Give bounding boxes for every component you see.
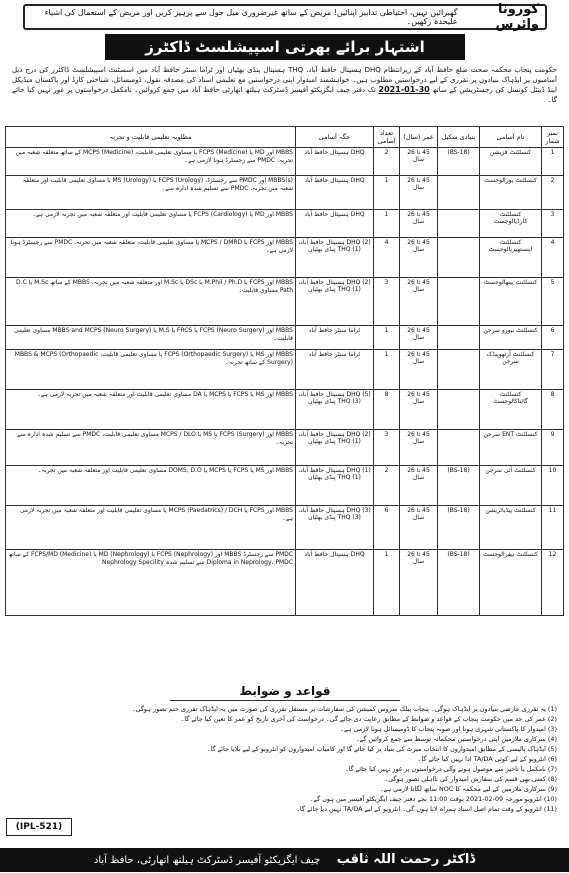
place-cell: DHQ ہسپتال حافظ آباد: [296, 210, 374, 238]
scale-cell: [438, 238, 480, 278]
post-cell: کنسلٹنٹ یورالوجسٹ: [480, 176, 542, 210]
table-row: [6, 350, 564, 390]
place-cell: DHQ (2) ہسپتال حافظ آباد، THQ (1) پنڈی بھٹیاں: [296, 278, 374, 326]
post-cell: کنسلٹنٹ ENT سرجن: [480, 430, 542, 466]
place-cell: DHQ ہسپتال حافظ آباد: [296, 148, 374, 176]
qualification-cell: MBBS اور MS یا FCPS یا MCPS یا DOMS, D.O مساوی تعلیمی قابلیت اور متعلقہ شعبہ میں تجربہ۔: [6, 466, 296, 506]
count-cell: 3: [374, 430, 400, 466]
count-cell: 1: [374, 350, 400, 390]
rule-item: (3) امیدوار کا پاکستانی شہری ہونا اور صوبہ پنجاب کا ڈومیسائل ہونا لازمی ہے۔: [340, 725, 557, 733]
intro-text: حکومت پنجاب محکمہ صحت ضلع حافظ آباد کے زیرانتظام DHQ ہسپتال حافظ آباد، THQ ہسپتال پنڈی بھٹیاں اور ٹراما سنٹر حافظ آباد میں اسسٹنٹ اسپیشلسٹ ڈاکٹرز کی درج ذیل آسامیوں پر ایڈہاک بنیادوں پر تقرری کے لیے درخواستیں مطلوب ہیں۔ خواہشمند امیدوار اپنی درخواستیں مع تعلیمی اسناد کی مصدقہ نقول، ڈومیسائل، شناختی کارڈ اور پاکستان میڈیکل اینڈ ڈینٹل کونسل کی رجسٹریشن کے ساتھ: [12, 66, 557, 94]
count-cell: 1: [374, 550, 400, 616]
header-qualification: مطلوبہ تعلیمی قابلیت و تجربہ: [6, 127, 296, 148]
scale-cell: [438, 176, 480, 210]
post-cell: کنسلٹنٹ پیتھالوجسٹ: [480, 278, 542, 326]
age-cell: 45 تا 26 سال: [400, 148, 438, 176]
rule-item: (2) عمر کی حد میں حکومت پنجاب کے قواعد و ضوابط کے مطابق رعایت دی جائے گی۔ درخواست کی آخری تاریخ کو عمر کا تعین کیا جائے گا۔: [180, 715, 557, 723]
place-cell: DHQ (2) ہسپتال حافظ آباد، THQ (1) پنڈی بھٹیاں: [296, 430, 374, 466]
age-cell: 45 تا 26 سال: [400, 550, 438, 616]
scale-cell: (BS-18): [438, 550, 480, 616]
post-cell: کنسلٹنٹ نیورو سرجن: [480, 326, 542, 350]
table-row: [6, 390, 564, 430]
intro-text-end: تک دفتر چیف ایگزیکٹو آفیسر ڈسٹرکٹ ہیلتھ اتھارٹی حافظ آباد میں جمع کروائیں۔ نامکمل درخواستوں پر غور نہیں کیا جائے گا۔: [12, 86, 557, 104]
post-cell: کنسلٹنٹ گائناکالوجسٹ: [480, 390, 542, 430]
rule-item: (9) سرکاری ملازمین کے لیے محکمہ کا NOC ساتھ لگانا لازمی ہے۔: [379, 785, 557, 793]
table-row: [6, 430, 564, 466]
post-cell: کنسلٹنٹ کارڈیالوجسٹ: [480, 210, 542, 238]
deadline-date: 30-01-2021: [378, 85, 430, 94]
qualification-cell: MBBS اور FCPS یا MCPS / DMRD یا مساوی تعلیمی قابلیت، متعلقہ شعبہ میں تجربہ، PMDC سے رجسٹرڈ ہونا لازمی ہے۔: [6, 238, 296, 278]
table-row: [6, 176, 564, 210]
serial-cell: 10: [542, 466, 564, 506]
rule-item: (8) کسی بھی قسم کی سفارش امیدوار کی نااہلی تصور ہوگی۔: [384, 775, 557, 783]
rule-item: (7) نامکمل یا تاخیر سے موصول ہونے والی درخواستوں پر غور نہیں کیا جائے گا۔: [344, 765, 557, 773]
banner-message: گھبرائیں نہیں، احتیاطی تدابیر اپنائیں! مریض کے ساتھ غیرضروری میل جول سے پرہیز کریں اور مریض کے استعمال کی اشیاء علیحدہ رکھیں۔: [44, 8, 458, 26]
age-cell: 45 تا 26 سال: [400, 390, 438, 430]
table-row: [6, 550, 564, 616]
table-row: [6, 148, 564, 176]
rule-item: (1) یہ تقرری عارضی بنیادوں پر ایڈہاک ہوگی۔ پنجاب پبلک سروس کمیشن کی سفارشات پر مستقل تقرری کی صورت میں یہ ایڈہاک تقرری ختم تصور ہوگی۔: [131, 705, 557, 713]
table-row: [6, 466, 564, 506]
banner-title: کورونا وائرس: [495, 2, 539, 32]
table-row: [6, 238, 564, 278]
age-cell: 45 تا 26 سال: [400, 506, 438, 550]
qualification-cell: MBBS اور FCPS (Surgery) یا MS یا MCPS / DLO مساوی تعلیمی قابلیت، PMDC سے تسلیم شدہ ادارہ سے تجربہ۔: [6, 430, 296, 466]
table-row: [6, 506, 564, 550]
header-scale: بنیادی سکیل: [438, 127, 480, 148]
post-cell: کنسلٹنٹ فزیشن: [480, 148, 542, 176]
count-cell: 1: [374, 210, 400, 238]
rule-item: (11) انٹرویو کے وقت تمام اصل اسناد ہمراہ لانا ہوں گی۔ انٹرویو کے لیے TA/DA نہیں دیا جائے گا۔: [296, 805, 557, 813]
post-cell: کنسلٹنٹ پیڈیاٹریشن: [480, 506, 542, 550]
serial-cell: 12: [542, 550, 564, 616]
count-cell: 3: [374, 278, 400, 326]
table-row: [6, 278, 564, 326]
count-cell: 4: [374, 238, 400, 278]
serial-cell: 3: [542, 210, 564, 238]
scale-cell: [438, 390, 480, 430]
serial-cell: 8: [542, 390, 564, 430]
age-cell: 45 تا 26 سال: [400, 430, 438, 466]
serial-cell: 7: [542, 350, 564, 390]
footer-signature: [0, 848, 569, 872]
scale-cell: [438, 350, 480, 390]
qualification-cell: MBBS اور FCPS (Neuro Surgery) یا FRCS یا M.S یا MBBS and MCPS (Neuro Surgery) مساوی تعلیمی قابلیت۔: [6, 326, 296, 350]
table-row: [6, 210, 564, 238]
qualification-cell: MBBS اور MD یا FCPS (Cardiology) یا مساوی تعلیمی قابلیت اور متعلقہ شعبہ میں تجربہ لازمی ہے۔: [6, 210, 296, 238]
officer-designation: چیف ایگزیکٹو آفیسر ڈسٹرکٹ ہیلتھ اتھارٹی، حافظ آباد: [93, 855, 321, 866]
header-post: نام آسامی: [480, 127, 542, 148]
post-cell: کنسلٹنٹ نیفرالوجسٹ: [480, 550, 542, 616]
post-cell: کنسلٹنٹ آرتھوپیڈک سرجن: [480, 350, 542, 390]
age-cell: 45 تا 26 سال: [400, 350, 438, 390]
intro-paragraph: [12, 66, 557, 105]
header-place: جگہ آسامی: [296, 127, 374, 148]
place-cell: ٹراما سنٹر حافظ آباد: [296, 326, 374, 350]
count-cell: 2: [374, 466, 400, 506]
count-cell: 1: [374, 176, 400, 210]
rules-list: [12, 704, 557, 814]
qualification-cell: MBBS اور FCPS یا MCPS (Paedatrics) / DCH یا مساوی تعلیمی قابلیت اور متعلقہ شعبہ میں تجربہ لازمی ہے۔: [6, 506, 296, 550]
count-cell: 8: [374, 390, 400, 430]
place-cell: DHQ (1) ہسپتال حافظ آباد، THQ (1) پنڈی بھٹیاں: [296, 466, 374, 506]
posts-table: [5, 126, 564, 616]
post-cell: کنسلٹنٹ آئی سرجن: [480, 466, 542, 506]
place-cell: DHQ (5) ہسپتال حافظ آباد، THQ (3) پنڈی بھٹیاں: [296, 390, 374, 430]
place-cell: DHQ ہسپتال حافظ آباد: [296, 176, 374, 210]
header-serial: نمبر شمار: [542, 127, 564, 148]
serial-cell: 1: [542, 148, 564, 176]
age-cell: 45 تا 26 سال: [400, 238, 438, 278]
place-cell: DHQ (2) ہسپتال حافظ آباد، THQ (1) پنڈی بھٹیاں: [296, 238, 374, 278]
serial-cell: 9: [542, 430, 564, 466]
qualification-cell: MBBS اور MS یا FCPS یا MCPS یا DA مساوی تعلیمی قابلیت اور متعلقہ شعبہ میں تجربہ لازمی ہے۔: [6, 390, 296, 430]
rule-item: (4) سرکاری ملازمین اپنی درخواستیں محکمانہ توسط سے جمع کروائیں گے۔: [355, 735, 557, 743]
count-cell: 1: [374, 326, 400, 350]
qualification-cell: PMDC سے رجسٹرڈ MBBS اور FCPS (Nephrology) یا MD (Nephrology) یا FCPS/MD (Medicine) کے ساتھ Diploma in Neprology، PMDC سے تسلیم شدہ Nephrology Specility: [6, 550, 296, 616]
age-cell: 45 تا 26 سال: [400, 466, 438, 506]
page-heading: اشتہار برائے بھرتی اسپیشلسٹ ڈاکٹرز: [105, 34, 465, 60]
age-cell: 45 تا 26 سال: [400, 278, 438, 326]
ipl-number: (IPL-521): [6, 818, 72, 836]
scale-cell: (BS-18): [438, 466, 480, 506]
place-cell: DHQ ہسپتال حافظ آباد: [296, 550, 374, 616]
table-header-row: [6, 127, 564, 148]
count-cell: 6: [374, 506, 400, 550]
age-cell: 45 تا 26 سال: [400, 176, 438, 210]
scale-cell: (BS-18): [438, 148, 480, 176]
serial-cell: 6: [542, 326, 564, 350]
serial-cell: 11: [542, 506, 564, 550]
rule-item: (5) ایڈہاک پالیسی کے مطابق امیدواروں کا انتخاب میرٹ کی بنیاد پر کیا جائے گا اور کامیاب امیدواروں کو انٹرویو کے لیے بلایا جائے گا۔: [206, 745, 557, 753]
scale-cell: (BS-18): [438, 506, 480, 550]
qualification-cell: MBBS اور MD یا FCPS (Medicine) یا مساوی تعلیمی قابلیت، MCPS (Medicine) کے ساتھ متعلقہ شعبہ میں تجربہ، PMDC سے رجسٹرڈ ہونا لازمی ہے۔: [6, 148, 296, 176]
qualification-cell: MBBS اور FCPS یا M.Phil / Ph.D یا DSc یا M.Sc اور متعلقہ شعبہ میں تجربہ، MBBS کے ساتھ M.Sc یا D.C Path مساوی قابلیت۔: [6, 278, 296, 326]
rule-item: (6) انٹرویو کے لیے کوئی TA/DA ادا نہیں کیا جائے گا۔: [417, 755, 557, 763]
scale-cell: [438, 430, 480, 466]
header-age: عمر (سال): [400, 127, 438, 148]
serial-cell: 2: [542, 176, 564, 210]
place-cell: ٹراما سنٹر حافظ آباد: [296, 350, 374, 390]
serial-cell: 4: [542, 238, 564, 278]
scale-cell: [438, 326, 480, 350]
scale-cell: [438, 210, 480, 238]
officer-name: ڈاکٹر رحمت اللہ ثاقب: [336, 852, 476, 867]
qualification-cell: MBBS(s) اور PMDC سے رجسٹرڈ، FCPS (Urology) یا MS (Urology) یا مساوی تعلیمی قابلیت اور متعلقہ شعبہ میں تجربہ، PMDC سے تسلیم شدہ ادارہ سے۔: [6, 176, 296, 210]
age-cell: 45 تا 26 سال: [400, 210, 438, 238]
rule-item: (10) انٹرویو مورخہ 09-02-2021 بوقت 11:00 بجے دفتر چیف ایگزیکٹو آفیسر میں ہوں گے۔: [309, 795, 557, 803]
header-count: تعداد آسامی: [374, 127, 400, 148]
post-cell: کنسلٹنٹ اینستھیزیالوجسٹ: [480, 238, 542, 278]
rules-heading: قواعد و ضوابط: [170, 684, 400, 701]
age-cell: 45 تا 26 سال: [400, 326, 438, 350]
scale-cell: [438, 278, 480, 326]
table-row: [6, 326, 564, 350]
place-cell: DHQ (3) ہسپتال حافظ آباد، THQ (3) پنڈی بھٹیاں: [296, 506, 374, 550]
qualification-cell: MBBS اور MS یا FCPS (Orthopaedic Surgery) یا مساوی تعلیمی قابلیت، MBBS & MCPS (Orthopaedic Surgery) کے ساتھ تجربہ۔: [6, 350, 296, 390]
count-cell: 2: [374, 148, 400, 176]
corona-banner: [23, 4, 547, 30]
serial-cell: 5: [542, 278, 564, 326]
